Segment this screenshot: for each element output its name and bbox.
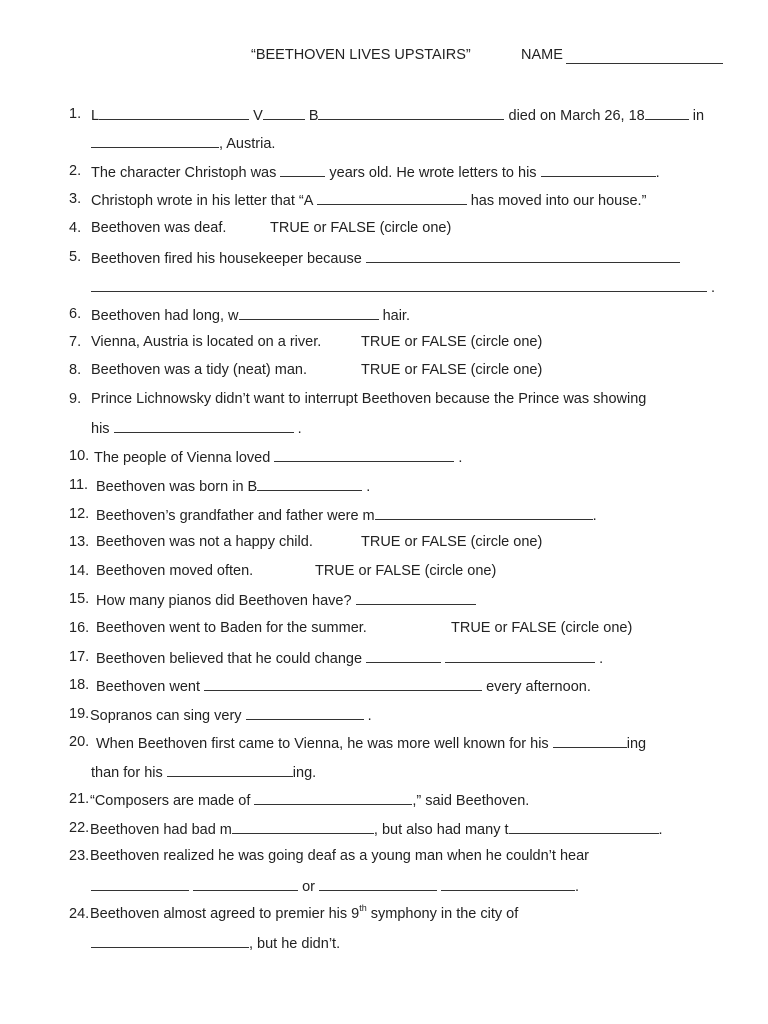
answer-blank[interactable] [645,106,689,120]
answer-blank[interactable] [317,191,467,205]
answer-blank[interactable] [91,278,707,292]
question-number: 11. [69,477,89,493]
answer-blank[interactable] [553,734,627,748]
answer-blank[interactable] [441,877,575,891]
question-number: 20. [69,734,90,750]
question-number: 16. [69,620,90,636]
answer-blank[interactable] [366,249,680,263]
answer-blank[interactable] [91,877,189,891]
header [0,47,768,67]
question-number: 15. [69,591,90,607]
question-number: 4. [69,220,82,236]
answer-blank[interactable] [274,448,454,462]
answer-blank[interactable] [246,706,364,720]
question-number: 24. [69,906,90,922]
true-false-choice[interactable]: TRUE or FALSE (circle one) [361,334,543,350]
answer-blank[interactable] [232,820,374,834]
answer-blank[interactable] [114,419,294,433]
question-number: 19. [69,706,90,722]
answer-blank[interactable] [356,591,476,605]
question-number: 9. [69,391,82,407]
name-label: NAME [521,47,563,63]
question-number: 2. [69,163,82,179]
answer-blank[interactable] [263,106,305,120]
answer-blank[interactable] [280,163,325,177]
answer-blank[interactable] [254,791,412,805]
answer-blank[interactable] [91,934,249,948]
question-number: 22. [69,820,90,836]
answer-blank[interactable] [541,163,656,177]
question-number: 3. [69,191,82,207]
true-false-choice[interactable]: TRUE or FALSE (circle one) [361,362,543,378]
answer-blank[interactable] [239,306,379,320]
question-number: 23. [69,848,90,864]
true-false-choice[interactable]: TRUE or FALSE (circle one) [315,563,497,579]
question-number: 12. [69,506,90,522]
answer-blank[interactable] [366,649,441,663]
question-number: 14. [69,563,90,579]
answer-blank[interactable] [167,763,293,777]
question-number: 17. [69,649,90,665]
answer-blank[interactable] [445,649,595,663]
question-number: 7. [69,334,82,350]
true-false-choice[interactable]: TRUE or FALSE (circle one) [270,220,452,236]
answer-blank[interactable] [319,877,437,891]
answer-blank[interactable] [318,106,504,120]
true-false-choice[interactable]: TRUE or FALSE (circle one) [361,534,543,550]
question-number: 1. [69,106,82,122]
question-number: 5. [69,249,82,265]
question-number: 10. [69,448,90,464]
question-number: 21. [69,791,90,807]
answer-blank[interactable] [193,877,298,891]
true-false-choice[interactable]: TRUE or FALSE (circle one) [451,620,633,636]
answer-blank[interactable] [91,134,219,148]
question-number: 8. [69,362,82,378]
question-number: 6. [69,306,82,322]
answer-blank[interactable] [257,477,362,491]
question-number: 13. [69,534,90,550]
worksheet-title: “BEETHOVEN LIVES UPSTAIRS” [251,47,471,63]
answer-blank[interactable] [99,106,249,120]
name-field[interactable] [566,63,723,64]
answer-blank[interactable] [509,820,659,834]
question-number: 18. [69,677,90,693]
answer-blank[interactable] [204,677,482,691]
answer-blank[interactable] [375,506,593,520]
